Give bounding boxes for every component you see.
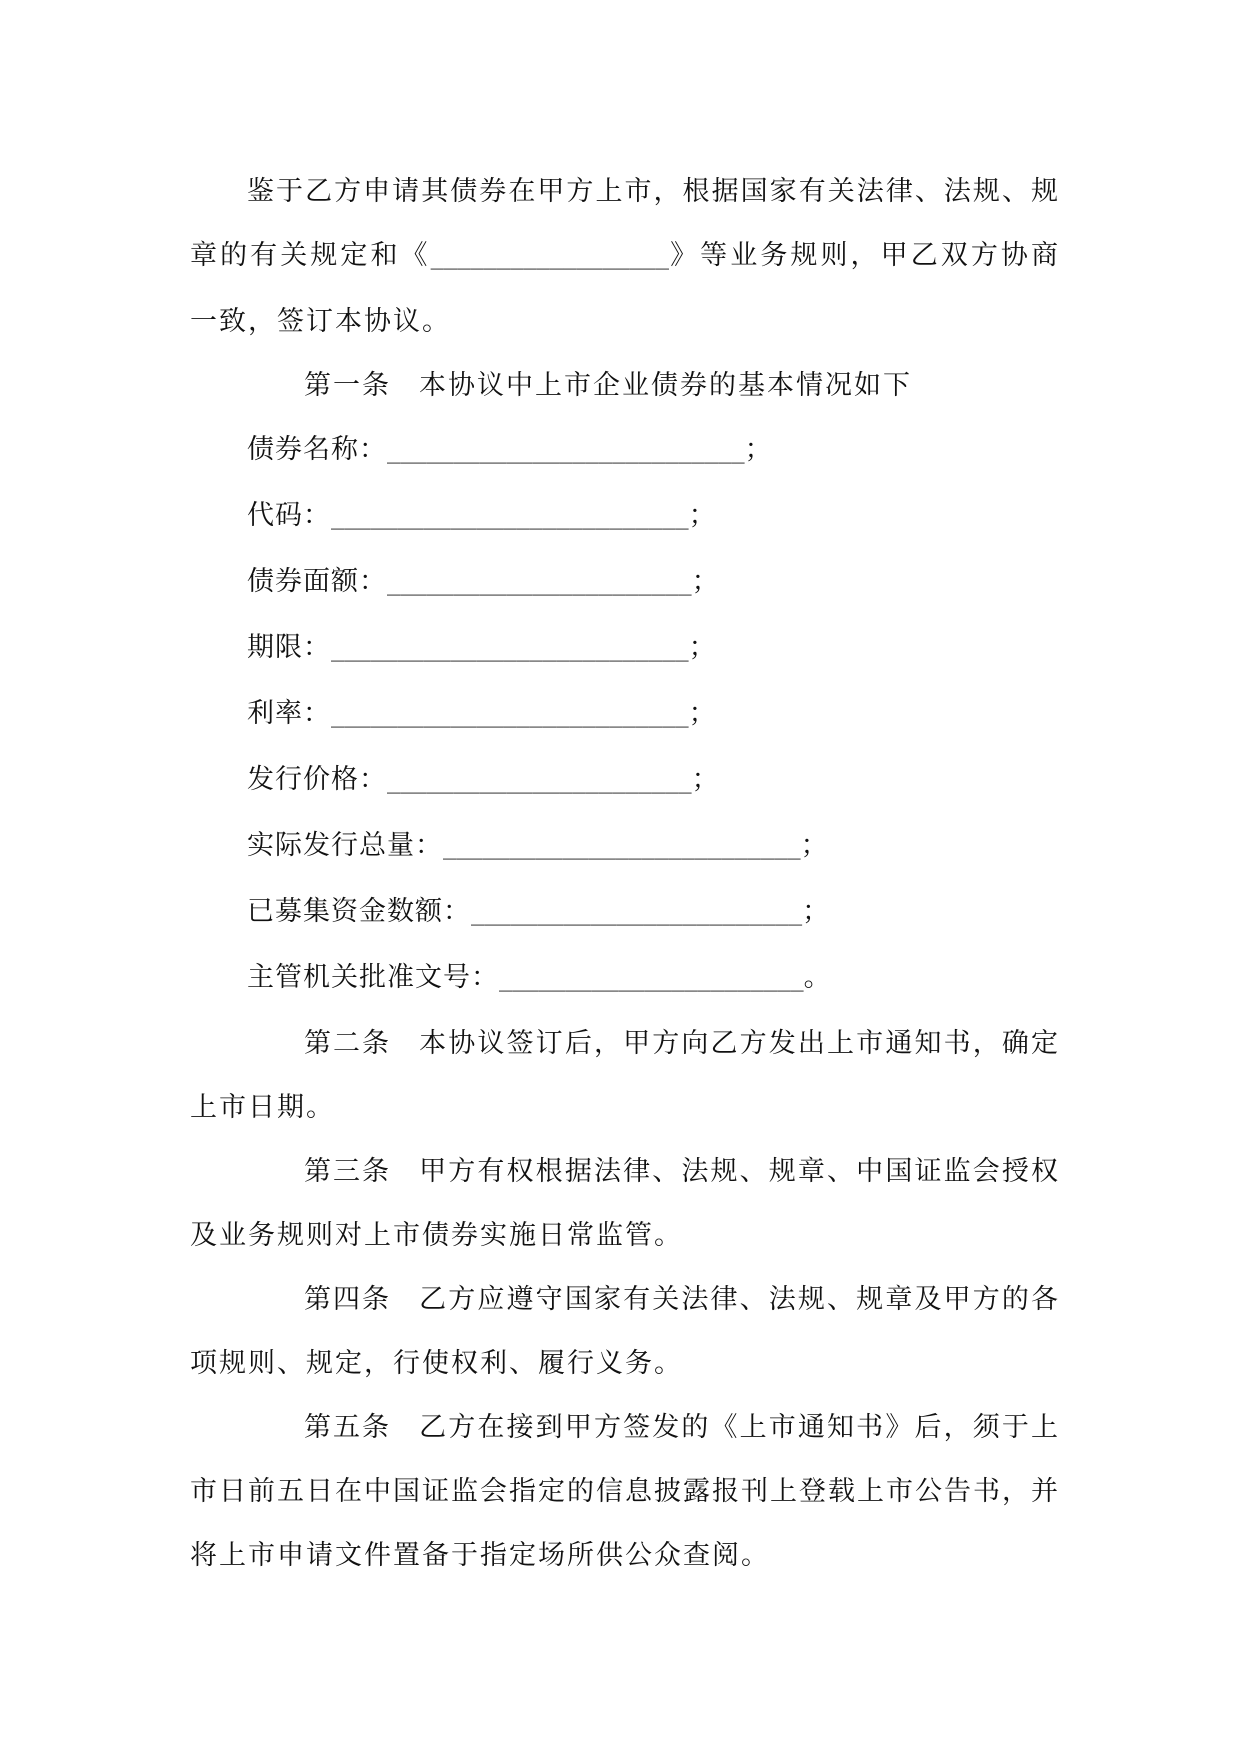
article-2: [190, 1012, 1060, 1140]
field-blank: _______________________: [387, 769, 692, 794]
article-1-number: 第一条: [304, 370, 391, 401]
field-label: 利率：: [247, 698, 331, 729]
field-actual-issue-total: [190, 814, 1060, 880]
field-end: ；: [688, 500, 717, 531]
field-end: ；: [800, 830, 829, 861]
field-blank: _______________________: [499, 967, 804, 992]
field-blank: ___________________________: [331, 703, 689, 728]
field-approval-number: [190, 946, 1060, 1012]
field-code: [190, 484, 1060, 550]
article-4: [190, 1268, 1060, 1396]
article-1: [190, 354, 1060, 418]
article-5-text: 乙方在接到甲方签发的《上市通知书》后，须于上市日前五日在中国证监会指定的信息披露报刊上登载上市公告书，并将上市申请文件置备于指定场所供公众查阅。: [190, 1412, 1060, 1571]
article-1-text: 本协议中上市企业债券的基本情况如下: [419, 370, 912, 401]
field-end: ；: [688, 698, 717, 729]
field-label: 债券面额：: [247, 566, 387, 597]
field-bond-name: [190, 418, 1060, 484]
intro-text-part1: 鉴于乙方申请其债券在甲方上市，根据国家有关法律、法规、规章的有关规定和《: [190, 176, 1060, 271]
article-3: [190, 1140, 1060, 1268]
field-term: [190, 616, 1060, 682]
field-blank: _______________________: [387, 571, 692, 596]
field-end: ；: [691, 764, 720, 795]
field-blank: ___________________________: [443, 835, 801, 860]
intro-paragraph: [190, 160, 1060, 354]
field-issue-price: [190, 748, 1060, 814]
field-label: 债券名称：: [247, 434, 387, 465]
field-label: 已募集资金数额：: [247, 896, 471, 927]
rules-name-blank: __________________: [430, 245, 670, 270]
article-5: [190, 1396, 1060, 1588]
field-label: 主管机关批准文号：: [247, 962, 499, 993]
article-3-text: 甲方有权根据法律、法规、规章、中国证监会授权及业务规则对上市债券实施日常监管。: [190, 1156, 1060, 1251]
field-end: ；: [688, 632, 717, 663]
article-2-number: 第二条: [304, 1028, 391, 1059]
field-end: ；: [691, 566, 720, 597]
document-body: [190, 160, 1060, 1588]
field-end: ；: [744, 434, 773, 465]
field-interest-rate: [190, 682, 1060, 748]
field-blank: ___________________________: [331, 505, 689, 530]
article-4-number: 第四条: [304, 1284, 391, 1315]
field-label: 实际发行总量：: [247, 830, 443, 861]
field-face-value: [190, 550, 1060, 616]
article-5-number: 第五条: [304, 1412, 391, 1443]
field-label: 代码：: [247, 500, 331, 531]
field-funds-raised: [190, 880, 1060, 946]
field-label: 期限：: [247, 632, 331, 663]
field-blank: ___________________________: [387, 439, 745, 464]
article-4-text: 乙方应遵守国家有关法律、法规、规章及甲方的各项规则、规定，行使权利、履行义务。: [190, 1284, 1060, 1379]
field-end: 。: [803, 962, 832, 993]
field-blank: ___________________________: [331, 637, 689, 662]
field-blank: _________________________: [471, 901, 803, 926]
article-3-number: 第三条: [304, 1156, 391, 1187]
field-end: ；: [802, 896, 831, 927]
intro-text-part2: 》等业务规则，甲乙双方协商一致，签订本协议。: [190, 240, 1061, 337]
field-label: 发行价格：: [247, 764, 387, 795]
article-2-text: 本协议签订后，甲方向乙方发出上市通知书，确定上市日期。: [190, 1028, 1060, 1123]
